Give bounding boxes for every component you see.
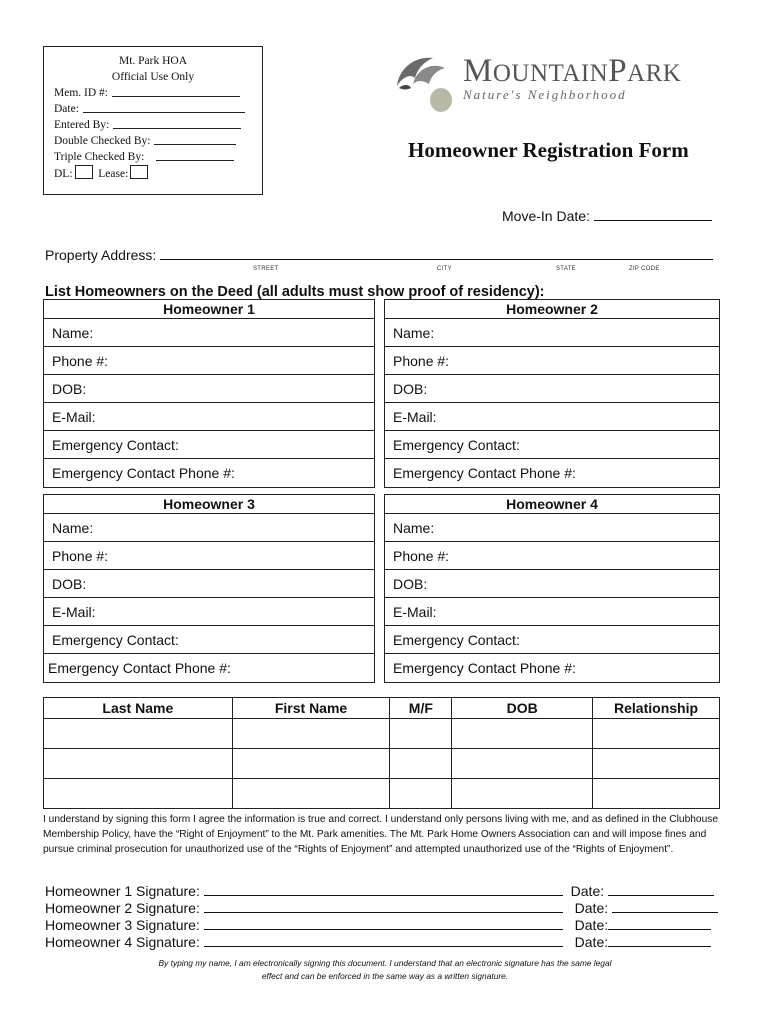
dl-checkbox[interactable] [75,165,93,179]
brand-letter-p: P [608,53,628,89]
homeowner-1-emergency-phone[interactable]: Emergency Contact Phone #: [52,465,235,481]
homeowners-list-heading: List Homeowners on the Deed (all adults must show proof of residency): [45,284,545,300]
gender-cell[interactable] [390,719,452,749]
homeowner-2-phone[interactable]: Phone #: [385,347,719,375]
office-use-box [43,46,263,195]
dl-label: DL: [54,168,73,180]
mem-id-label: Mem. ID #: [54,87,108,99]
move-in-label: Move-In Date: [502,208,590,224]
mountain-park-logo-icon [393,48,457,118]
homeowner-4-dob[interactable]: DOB: [385,570,719,598]
dob-cell[interactable] [452,719,593,749]
first-name-cell[interactable] [232,719,390,749]
signature-1-label: Homeowner 1 Signature: [45,883,200,899]
signature-2-date-line[interactable] [612,899,718,913]
relationship-cell[interactable] [593,749,720,779]
property-address-label: Property Address: [45,247,157,263]
brand-ountain: OUNTAIN [492,60,609,87]
homeowner-4-phone[interactable]: Phone #: [385,542,719,570]
homeowner-2-emergency-contact[interactable]: Emergency Contact: [385,431,719,459]
homeowner-1-email[interactable]: E-Mail: [44,403,374,431]
homeowner-4-emergency-phone[interactable]: Emergency Contact Phone #: [393,660,576,676]
homeowner-3-emergency-contact[interactable]: Emergency Contact: [44,626,374,654]
signature-1-date-label: Date: [570,883,605,899]
office-subtitle: Official Use Only [111,71,195,83]
signature-3-date-line[interactable] [608,916,711,930]
homeowner-4-emergency-contact[interactable]: Emergency Contact: [385,626,719,654]
first-name-header: First Name [232,698,390,719]
signature-1-line[interactable] [204,882,563,896]
brand-name [463,54,681,91]
homeowner-1-title: Homeowner 1 [44,300,374,319]
last-name-cell[interactable] [44,779,233,809]
homeowner-1-name[interactable]: Name: [44,319,374,347]
last-name-cell[interactable] [44,749,233,779]
homeowner-1-emergency-contact[interactable]: Emergency Contact: [44,431,374,459]
homeowner-2-email[interactable]: E-Mail: [385,403,719,431]
lease-label: Lease: [98,168,129,180]
lease-checkbox[interactable] [130,165,148,179]
homeowner-1-dob[interactable]: DOB: [44,375,374,403]
signature-4 [45,933,711,952]
homeowner-2-dob[interactable]: DOB: [385,375,719,403]
signature-1-date-line[interactable] [608,882,714,896]
property-address-line[interactable] [160,245,713,260]
table-row [44,719,720,749]
homeowner-2-emergency-phone[interactable]: Emergency Contact Phone #: [393,465,576,481]
signature-2 [45,899,718,918]
homeowner-2-grid [384,299,720,488]
triple-checked-label: Triple Checked By: [54,151,145,163]
double-checked-line[interactable] [154,133,236,145]
signature-3-line[interactable] [204,916,563,930]
homeowner-3-title: Homeowner 3 [44,495,374,514]
signature-4-line[interactable] [204,933,563,947]
esignature-note: By typing my name, I am electronically signing this document. I understand that an electronic signature has the same legal effect and can be enforced in the same way as a written signature. [158,958,612,981]
table-row [44,749,720,779]
brand-letter-m: M [463,53,493,89]
homeowner-1-phone[interactable]: Phone #: [44,347,374,375]
city-caption: CITY [437,266,452,272]
homeowner-4-name[interactable]: Name: [385,514,719,542]
entered-by-label: Entered By: [54,119,110,131]
first-name-cell[interactable] [232,749,390,779]
mem-id-line[interactable] [112,85,240,97]
office-date-line[interactable] [83,101,245,113]
signature-4-date-label: Date: [574,934,609,950]
homeowner-4-title: Homeowner 4 [385,495,719,514]
last-name-cell[interactable] [44,719,233,749]
signature-1 [45,882,714,901]
office-date-label: Date: [54,103,79,115]
office-title: Mt. Park HOA [118,55,188,67]
dob-header: DOB [452,698,593,719]
homeowner-4-grid [384,494,720,683]
form-title: Homeowner Registration Form [408,138,689,162]
first-name-cell[interactable] [232,779,390,809]
homeowner-3-email[interactable]: E-Mail: [44,598,374,626]
gender-cell[interactable] [390,779,452,809]
occupants-table [43,697,720,809]
relationship-cell[interactable] [593,779,720,809]
policy-statement: I understand by signing this form I agree the information is true and correct. I understand only persons living with me, and as defined in the Clubhouse Membership Policy, have the “Right of Enjoyment” to the Mt. Park amenities. The Mt. Park Home Owners Association can and will impose fines and pursue criminal prosecution for unauthorized use of the “Rights of Enjoyment” and attempted unauthorized use of the “Rights of Enjoyment”. [43,814,719,855]
homeowner-3-emergency-phone[interactable]: Emergency Contact Phone #: [48,660,231,676]
table-row [44,779,720,809]
homeowner-4-email[interactable]: E-Mail: [385,598,719,626]
occupants-header-row [44,698,720,719]
gender-cell[interactable] [390,749,452,779]
move-in-date-line[interactable] [594,206,712,221]
gender-header: M/F [390,698,452,719]
homeowner-3-dob[interactable]: DOB: [44,570,374,598]
signature-4-date-line[interactable] [608,933,711,947]
property-address-field [45,245,713,263]
state-caption: STATE [556,266,576,272]
brand-tagline: Nature's Neighborhood [463,87,627,102]
signature-2-line[interactable] [204,899,563,913]
signature-3-date-label: Date: [574,917,609,933]
homeowner-2-name[interactable]: Name: [385,319,719,347]
signature-4-label: Homeowner 4 Signature: [45,934,200,950]
street-caption: STREET [253,266,279,272]
brand-ark: ARK [627,60,682,87]
homeowner-1-grid [43,299,375,488]
homeowner-2-title: Homeowner 2 [385,300,719,319]
triple-checked-line[interactable] [156,149,234,161]
last-name-header: Last Name [44,698,233,719]
signature-3-label: Homeowner 3 Signature: [45,917,200,933]
move-in-date-field [502,206,712,224]
signature-3 [45,916,711,935]
double-checked-label: Double Checked By: [54,135,151,147]
signature-2-date-label: Date: [574,900,609,916]
dob-cell[interactable] [452,749,593,779]
relationship-cell[interactable] [593,719,720,749]
relationship-header: Relationship [593,698,720,719]
homeowner-3-phone[interactable]: Phone #: [44,542,374,570]
dob-cell[interactable] [452,779,593,809]
homeowner-3-name[interactable]: Name: [44,514,374,542]
homeowner-3-grid [43,494,375,683]
entered-by-line[interactable] [113,117,241,129]
zip-caption: ZIP CODE [629,266,660,272]
signature-2-label: Homeowner 2 Signature: [45,900,200,916]
